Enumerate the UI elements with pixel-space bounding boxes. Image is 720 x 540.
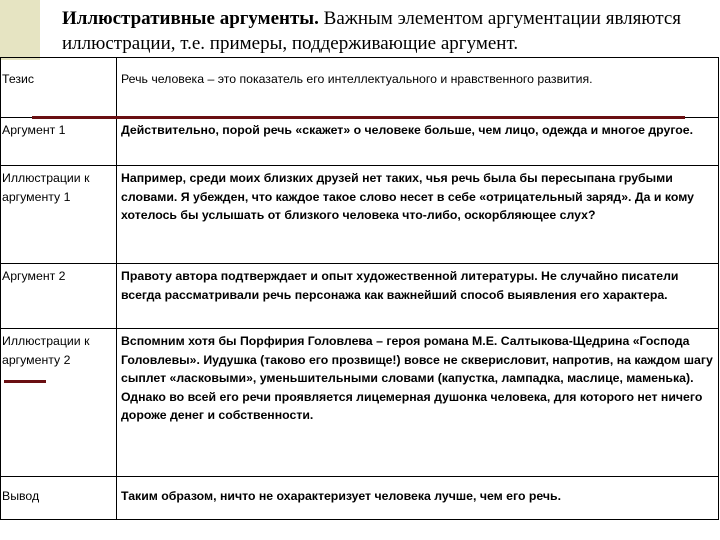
row-label: Иллюстрации к аргументу 2: [1, 329, 117, 477]
row-label: Аргумент 1: [1, 118, 117, 166]
row-content: Действительно, порой речь «скажет» о человеке больше, чем лицо, одежда и многое другое.: [117, 118, 719, 166]
table-row: [1, 477, 719, 520]
heading-bold: Иллюстративные аргументы.: [62, 8, 319, 29]
slide-accent-stripe: [0, 0, 40, 60]
decorative-divider: [4, 380, 46, 383]
table-row: [1, 264, 719, 329]
row-content: Речь человека – это показатель его интеллектуального и нравственного развития.: [117, 58, 719, 118]
row-content: Правоту автора подтверждает и опыт художественной литературы. Не случайно писатели всегда рассматривали речь персонажа как важнейший способ выявления его характера.: [117, 264, 719, 329]
table-row: [1, 329, 719, 477]
slide-heading: [62, 6, 702, 56]
row-content: Вспомним хотя бы Порфирия Головлева – героя романа М.Е. Салтыкова-Щедрина «Господа Головлевы». Иудушка (таково его прозвище!) вовсе не скверисловит, напротив, на каждом шагу сыплет «ласковыми», уменьшительными словами (капустка, лампадка, маслице, маменька). Однако во всей его речи проявляется лицемерная душонка человека, для которого нет ничего дороже денег и собственности.: [117, 329, 719, 477]
row-content: Например, среди моих близких друзей нет таких, чья речь была бы пересыпана грубыми словами. Я убежден, что каждое такое слово несет в себе «отрицательный заряд». Да и кому хотелось бы услышать от близкого человека что-либо, оскорбляющее слух?: [117, 166, 719, 264]
decorative-divider: [32, 116, 685, 119]
row-label: Иллюстрации к аргументу 1: [1, 166, 117, 264]
heading-text: Важным элементом аргументации являются иллюстрации, т.е. примеры, поддерживающие аргумент.: [62, 8, 682, 54]
table-row: [1, 118, 719, 166]
argument-table: [0, 57, 719, 520]
row-label: Вывод: [1, 477, 117, 520]
row-label: Тезис: [1, 58, 117, 118]
table-row: [1, 58, 719, 118]
table-row: [1, 166, 719, 264]
row-label: Аргумент 2: [1, 264, 117, 329]
row-content: Таким образом, ничто не охарактеризует человека лучше, чем его речь.: [117, 477, 719, 520]
